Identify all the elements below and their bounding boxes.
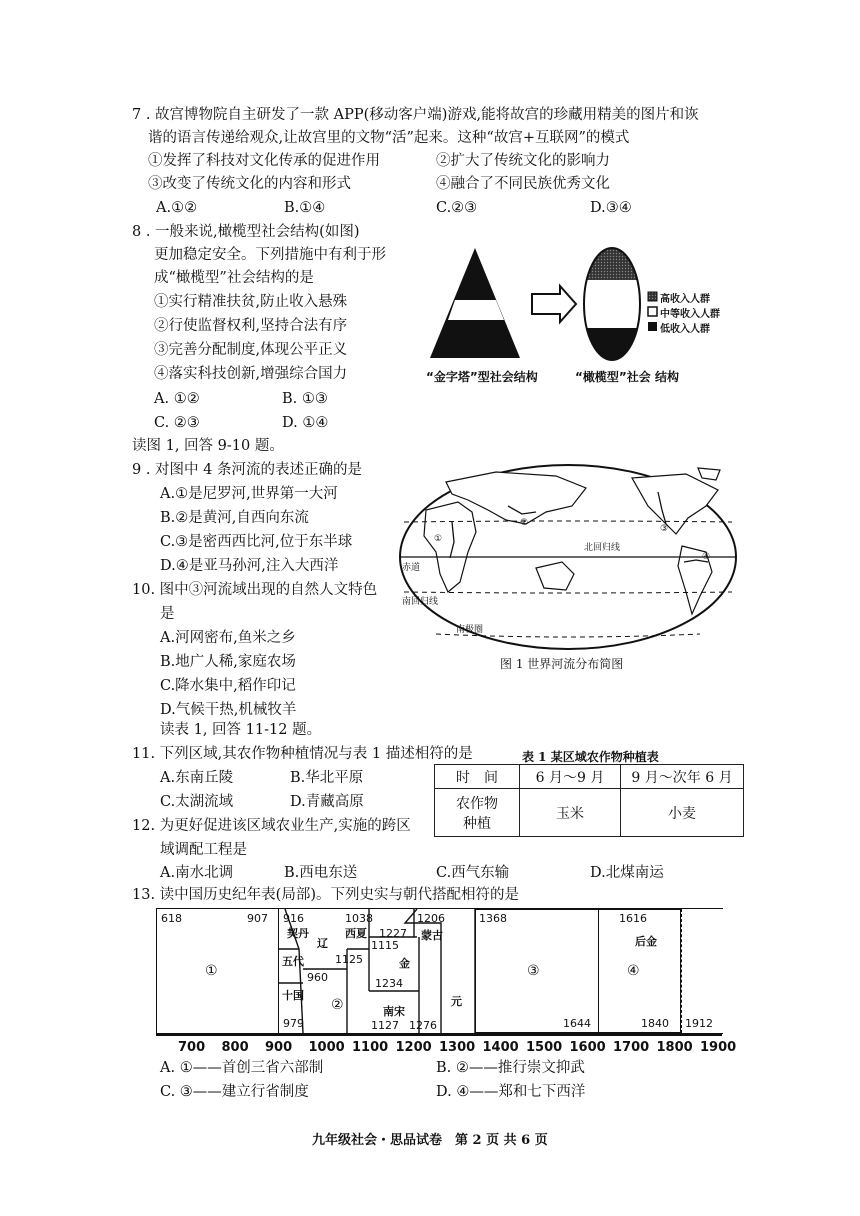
table-cell-corn: 玉米 (520, 789, 621, 837)
axis-tick-label: 1100 (352, 1040, 389, 1055)
river-marker-4: ④ (702, 552, 711, 562)
q11-option-a: A.东南丘陵 (160, 770, 234, 786)
q13-option-b: B. ②——推行崇文抑武 (436, 1060, 585, 1076)
table-row-label-line2: 种植 (463, 815, 491, 832)
q7-statement-3: ③改变了传统文化的内容和形式 (148, 176, 351, 192)
timeline-period-1 (157, 909, 279, 1033)
q8-option-d: D. ①④ (282, 415, 329, 431)
q9-stem: 9 . 对图中 4 条河流的表述正确的是 (132, 462, 362, 478)
timeline-axis-line (156, 1034, 722, 1036)
period-4-marker: ④ (627, 963, 640, 979)
label-menggu: 蒙古 (421, 929, 443, 942)
label-shiguo: 十国 (282, 989, 304, 1002)
q7-stem-line1: 7 . 故宫博物院自主研发了一款 APP(移动客户端)游戏,能将故宫的珍藏用精美的图片和诙 (132, 107, 699, 123)
q7-option-b: B.①④ (284, 200, 326, 216)
table-header-sep-jun: 9 月～次年 6 月 (621, 765, 744, 789)
label-qidan: 契丹 (287, 927, 309, 940)
q13-stem: 13. 读中国历史纪年表(局部)。下列史实与朝代搭配相符的是 (132, 887, 519, 903)
q10-option-d: D.气候干热,机械牧羊 (160, 702, 297, 718)
q7-option-d: D.③④ (590, 200, 632, 216)
year-1276: 1276 (409, 1019, 437, 1032)
year-1644: 1644 (563, 1017, 591, 1030)
label-yuan: 元 (451, 995, 462, 1008)
year-1368: 1368 (479, 912, 507, 925)
axis-tick-label: 1900 (700, 1040, 737, 1055)
map-caption: 图 1 世界河流分布简图 (500, 657, 624, 671)
label-nansong: 南宋 (383, 1005, 405, 1018)
q7-statement-4: ④融合了不同民族优秀文化 (436, 176, 610, 192)
q7-statement-2: ②扩大了传统文化的影响力 (436, 153, 610, 169)
q9-option-d: D.④是亚马孙河,注入大西洋 (160, 558, 339, 574)
q12-option-a: A.南水北调 (160, 865, 234, 881)
legend-low-income: 低收入人群 (660, 324, 710, 335)
axis-tick-label: 1200 (395, 1040, 432, 1055)
q8-statement-2: ②行使监督权利,坚持合法有序 (154, 318, 348, 334)
q7-option-a: A.①② (156, 200, 198, 216)
antarctic-circle-label: 南极圈 (456, 625, 484, 635)
axis-tick-label: 800 (221, 1040, 249, 1055)
pyramid-caption: “金字塔”型社会结构 (426, 370, 538, 384)
world-river-map (396, 462, 740, 652)
arrow-right-icon (532, 286, 576, 322)
label-liao: 辽 (317, 937, 328, 950)
q13-option-a: A. ①——首创三省六部制 (160, 1060, 324, 1076)
q8-option-b: B. ①③ (282, 391, 328, 407)
q9-option-c: C.③是密西西比河,位于东半球 (160, 534, 353, 550)
axis-tick-label: 1700 (613, 1040, 650, 1055)
table-cell-wheat: 小麦 (621, 789, 744, 837)
axis-tick-label: 1400 (482, 1040, 519, 1055)
tropic-of-capricorn-label: 南回归线 (402, 597, 439, 607)
river-marker-1: ① (434, 534, 443, 544)
q13-option-d: D. ④——郑和七下西洋 (436, 1084, 586, 1100)
label-wudai: 五代 (282, 955, 304, 968)
q12-stem-line1: 12. 为更好促进该区域农业生产,实施的跨区 (132, 818, 411, 834)
q10-option-b: B.地广人稀,家庭农场 (160, 654, 296, 670)
pyramid-shape (430, 248, 520, 358)
label-houjin: 后金 (635, 935, 657, 948)
olive-shape (580, 246, 644, 362)
year-1234: 1234 (375, 977, 403, 990)
river-marker-2: ② (520, 518, 529, 528)
q7-option-c: C.②③ (436, 200, 478, 216)
year-960: 960 (307, 971, 328, 984)
year-1206: 1206 (417, 912, 445, 925)
greenland-landmass (698, 468, 720, 480)
read-figure-1-instruction: 读图 1, 回答 9-10 题。 (132, 438, 284, 454)
table-row-label (435, 789, 520, 837)
q12-option-d: D.北煤南运 (590, 865, 664, 881)
label-jin: 金 (399, 957, 410, 970)
q11-stem: 11. 下列区域,其农作物种植情况与表 1 描述相符的是 (132, 746, 473, 762)
axis-tick-label: 900 (265, 1040, 293, 1055)
social-structure-figure (420, 240, 720, 390)
q8-stem-line3: 成“橄榄型”社会结构的是 (154, 270, 314, 286)
period-3-marker: ③ (527, 963, 540, 979)
q9-option-a: A.①是尼罗河,世界第一大河 (160, 486, 338, 502)
q10-stem-line1: 10. 图中③河流域出现的自然人文特色 (132, 582, 378, 598)
q12-option-c: C.西气东输 (436, 865, 510, 881)
q8-option-c: C. ②③ (154, 415, 200, 431)
page-footer: 九年级社会・思品试卷 第 2 页 共 6 页 (312, 1133, 548, 1148)
timeline-dashed-divider (681, 909, 682, 1033)
year-1127: 1127 (371, 1019, 399, 1032)
q10-option-a: A.河网密布,鱼米之乡 (160, 630, 296, 646)
q8-statement-4: ④落实科技创新,增强综合国力 (154, 366, 348, 382)
q10-option-c: C.降水集中,稻作印记 (160, 678, 296, 694)
year-979: 979 (283, 1017, 304, 1030)
tropic-of-cancer-label: 北回归线 (584, 543, 621, 553)
legend-high-income: 高收入人群 (660, 294, 710, 305)
label-xixia: 西夏 (345, 927, 367, 940)
q11-option-d: D.青藏高原 (290, 794, 364, 810)
river-marker-3: ③ (660, 524, 669, 534)
axis-tick-label: 1600 (569, 1040, 606, 1055)
q8-option-a: A. ①② (154, 391, 200, 407)
axis-tick-label: 1800 (656, 1040, 693, 1055)
q8-stem-line2: 更加稳定安全。下列措施中有利于形 (154, 247, 386, 263)
axis-tick-label: 1300 (439, 1040, 476, 1055)
table-header-time: 时 间 (435, 765, 520, 789)
q8-statement-3: ③完善分配制度,体现公平正义 (154, 342, 348, 358)
q12-option-b: B.西电东送 (284, 865, 358, 881)
year-1227: 1227 (379, 927, 407, 940)
q7-stem-line2: 谐的语言传递给观众,让故宫里的文物“活”起来。这种“故宫+互联网”的模式 (148, 130, 630, 146)
q11-option-b: B.华北平原 (290, 770, 364, 786)
axis-tick-label: 1500 (526, 1040, 563, 1055)
q7-statement-1: ①发挥了科技对文化传承的促进作用 (148, 153, 380, 169)
q8-statement-1: ①实行精准扶贫,防止收入悬殊 (154, 294, 348, 310)
year-1912: 1912 (685, 1017, 713, 1030)
year-1840: 1840 (641, 1017, 669, 1030)
q12-stem-line2: 域调配工程是 (160, 842, 247, 858)
year-1616: 1616 (619, 912, 647, 925)
axis-tick-label: 700 (178, 1040, 206, 1055)
q11-option-c: C.太湖流域 (160, 794, 234, 810)
olive-caption: “橄榄型”社会 结构 (575, 370, 679, 384)
timeline-period-4 (599, 909, 681, 1033)
legend-middle-income: 中等收入人群 (660, 309, 720, 320)
q8-stem-line1: 8 . 一般来说,橄榄型社会结构(如图) (132, 224, 360, 240)
equator-label: 赤道 (402, 563, 421, 573)
period-2-marker: ② (331, 997, 344, 1013)
year-907: 907 (247, 912, 268, 925)
year-618: 618 (161, 912, 182, 925)
world-map-graphic (396, 462, 740, 652)
q9-option-b: B.②是黄河,自西向东流 (160, 510, 309, 526)
period-1-marker: ① (205, 963, 218, 979)
year-916: 916 (283, 912, 304, 925)
table-header-jun-sep: 6 月～9 月 (520, 765, 621, 789)
year-1115: 1115 (371, 939, 399, 952)
crop-table (434, 764, 744, 837)
axis-tick-label: 1000 (308, 1040, 345, 1055)
year-1125: 1125 (335, 953, 363, 966)
table-1-title: 表 1 某区域农作物种植表 (522, 750, 659, 764)
q10-stem-line2: 是 (160, 606, 175, 622)
table-row-label-line1: 农作物 (456, 795, 498, 812)
chinese-history-timeline (156, 908, 723, 1034)
read-table-1-instruction: 读表 1, 回答 11-12 题。 (160, 722, 322, 738)
q13-option-c: C. ③——建立行省制度 (160, 1084, 309, 1100)
year-1038: 1038 (345, 912, 373, 925)
